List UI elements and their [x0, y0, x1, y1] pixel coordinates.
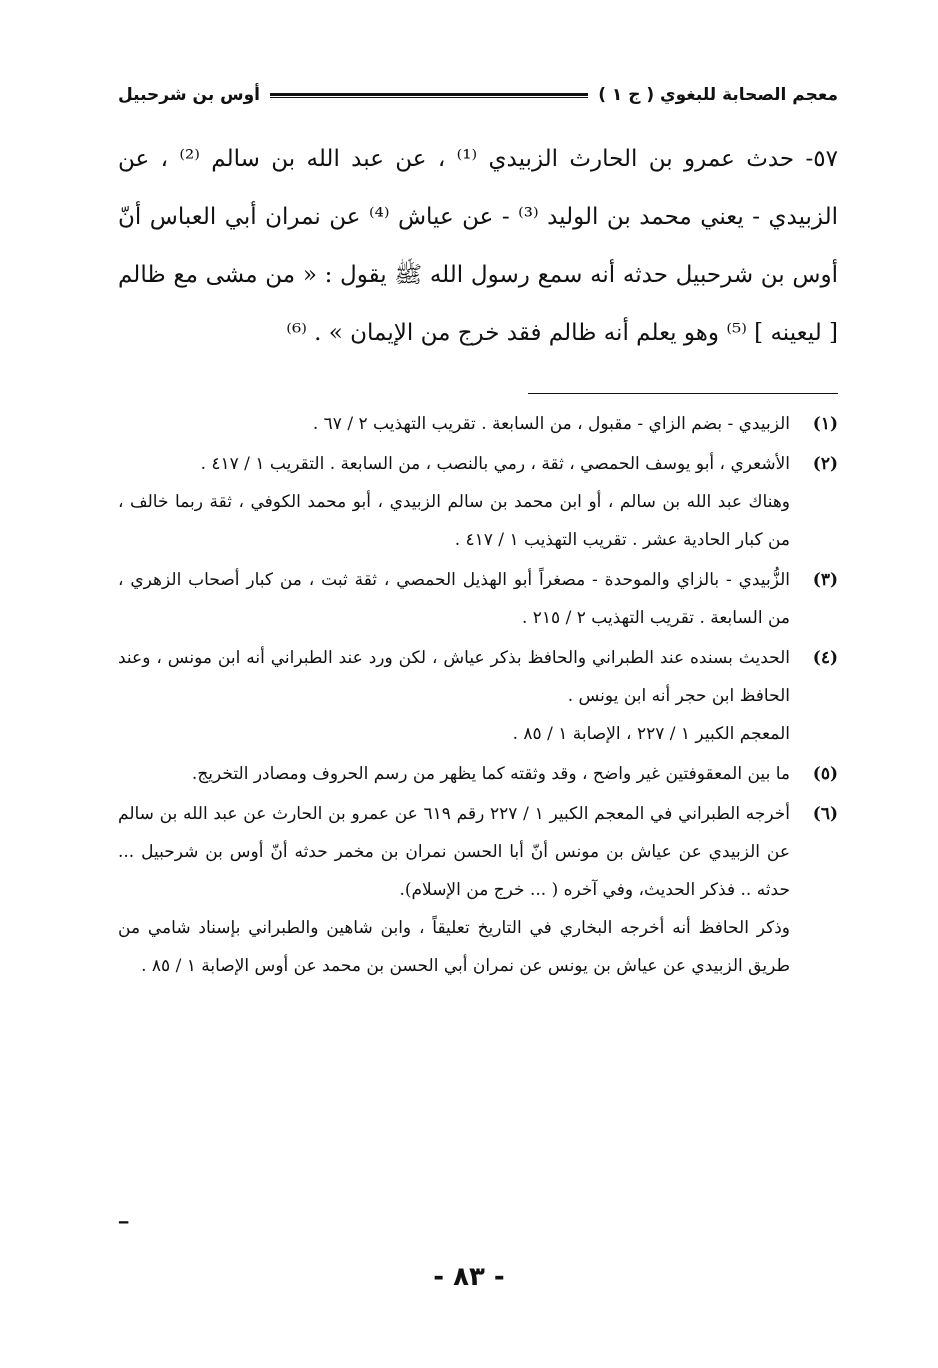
footnote-text: الزُّبيدي - بالزاي والموحدة - مصغراً أبو الهذيل الحمصي ، ثقة ثبت ، من كبار أصحاب الزهري ، من السابعة . تقريب التهذيب ٢ / ٢١٥ . [118, 570, 790, 628]
footnote-number: (١) [812, 414, 838, 434]
footnote-5 [118, 755, 838, 793]
footnote-number: (٦) [812, 804, 838, 824]
footnote-text: الحديث بسنده عند الطبراني والحافظ بذكر عياش ، لكن ورد عند الطبراني أنه ابن مونس ، وعند الحافظ ابن حجر أنه ابن يونس . [118, 648, 790, 706]
section-title: أوس بن شرحبيل [118, 85, 260, 105]
footnote-text: ما بين المعقوفتين غير واضح ، وقد وثقته كما يظهر من رسم الحروف ومصادر التخريج. [191, 764, 790, 784]
footnote-2 [118, 445, 838, 559]
running-header [118, 80, 838, 110]
footnote-number: (٤) [812, 648, 838, 668]
footnote-number: (٣) [812, 570, 838, 590]
footnotes [118, 405, 838, 987]
hadith-text: ٥٧- حدث عمرو بن الحارث الزبيدي ⁽¹⁾ ، عن عبد الله بن سالم ⁽²⁾ ، عن الزبيدي - يعني محمد بن الوليد ⁽³⁾ - عن عياش ⁽⁴⁾ عن نمران أبي العباس أنّ أوس بن شرحبيل حدثه أنه سمع رسول الله ﷺ يقول : « من مشى مع ظالم [ ليعينه ] ⁽⁵⁾ وهو يعلم أنه ظالم فقد خرج من الإيمان » . ⁽⁶⁾ [118, 146, 838, 346]
footnote-text: وهناك عبد الله بن سالم ، أو ابن محمد بن سالم الزبيدي ، أبو محمد الكوفي ، ثقة ربما خالف ، من كبار الحادية عشر . تقريب التهذيب ١ / ٤١٧ . [118, 492, 790, 550]
footnote-number: (٥) [812, 764, 838, 784]
footnote-6 [118, 795, 838, 985]
footnote-text: أخرجه الطبراني في المعجم الكبير ١ / ٢٢٧ رقم ٦١٩ عن عمرو بن الحارث عن عبد الله بن سالم عن الزبيدي عن عياش بن مونس أنّ أبا الحسن نمران بن مخمر حدثه أنّ أوس بن شرحبيل ... حدثه .. فذكر الحديث، وفي آخره ( ... خرج من الإسلام). [118, 804, 791, 900]
book-title: معجم الصحابة للبغوي ( ج ١ ) [598, 85, 838, 105]
footnote-1 [118, 405, 838, 443]
page-number: - ٨٣ - [433, 1262, 505, 1292]
header-rule [270, 93, 588, 98]
footnote-text: وذكر الحافظ أنه أخرجه البخاري في التاريخ تعليقاً ، وابن شاهين والطبراني بإسناد شامي من طريق الزبيدي عن عياش بن يونس عن نمران أبي الحسن بن محمد عن أوس الإصابة ١ / ٨٥ . [118, 918, 790, 976]
footnote-separator [528, 393, 838, 394]
footnote-text: الأشعري ، أبو يوسف الحمصي ، ثقة ، رمي بالنصب ، من السابعة . التقريب ١ / ٤١٧ . [200, 454, 790, 474]
footnote-number: (٢) [812, 454, 838, 474]
end-dash-mark: -- [118, 1212, 128, 1231]
footnote-4 [118, 639, 838, 753]
footnote-text: المعجم الكبير ١ / ٢٢٧ ، الإصابة ١ / ٨٥ . [512, 724, 790, 744]
footnote-3 [118, 561, 838, 637]
footnote-text: الزبيدي - بضم الزاي - مقبول ، من السابعة . تقريب التهذيب ٢ / ٦٧ . [312, 414, 790, 434]
